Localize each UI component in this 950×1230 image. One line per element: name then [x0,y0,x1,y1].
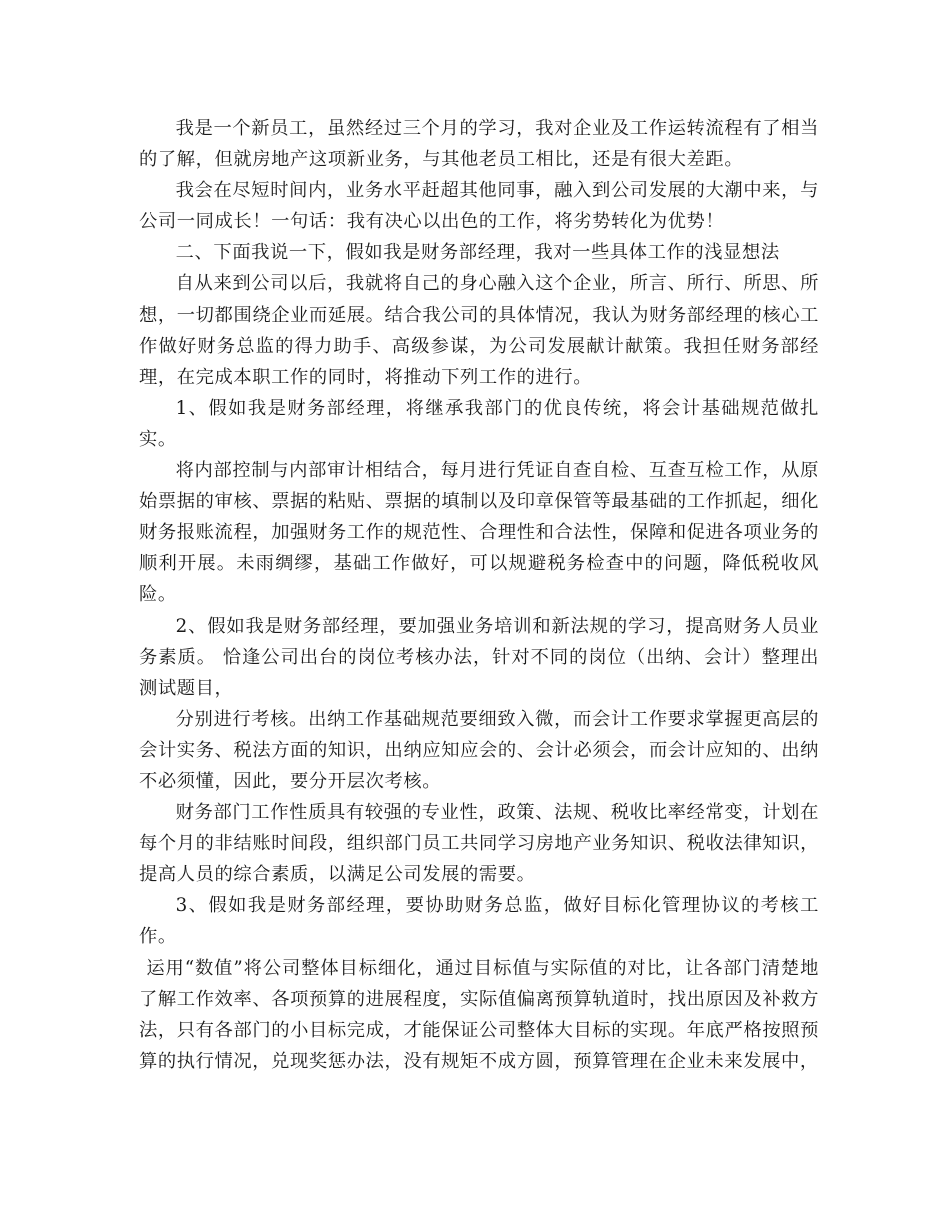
item-1-heading: 1、假如我是财务部经理，将继承我部门的优良传统，将会计基础规范做扎实。 [139,397,819,450]
paragraph-3: 自从来到公司以后，我就将自己的身心融入这个企业，所言、所行、所思、所想，一切都围绕企业而延展。结合我公司的具体情况，我认为财务部经理的核心工作做好财务总监的得力助手、高级参谋，为公司发展献计献策。我担任财务部经理，在完成本职工作的同时，将推动下列工作的进行。 [139,273,819,388]
paragraph-6: 财务部门工作性质具有较强的专业性，政策、法规、税收比率经常变，计划在每个月的非结账时间段，组织部门员工共同学习房地产业务知识、税收法律知识，提高人员的综合素质，以满足公司发展的需要。 [139,802,819,886]
item-2-heading: 2、假如我是财务部经理，要加强业务培训和新法规的学习，提高财务人员业务素质。 恰逢公司出台的岗位考核办法，针对不同的岗位（出纳、会计）整理出测试题目， [139,615,819,699]
paragraph-7: 运用“数值”将公司整体目标细化，通过目标值与实际值的对比，让各部门清楚地了解工作效率、各项预算的进展程度，实际值偏离预算轨道时，找出原因及补救方法，只有各部门的小目标完成，才能保证公司整体大目标的实现。年底严格按照预算的执行情况，兑现奖惩办法，没有规矩不成方圆，预算管理在企业未来发展中， [139,957,819,1072]
paragraph-2: 我会在尽短时间内，业务水平赶超其他同事，融入到公司发展的大潮中来，与公司一同成长！一句话：我有决心以出色的工作，将劣势转化为优势！ [139,180,819,233]
section-heading-2: 二、下面我说一下，假如我是财务部经理，我对一些具体工作的浅显想法 [175,242,780,264]
document-body [139,113,819,1077]
item-3-heading: 3、假如我是财务部经理，要协助财务总监，做好目标化管理协议的考核工作。 [139,895,819,948]
paragraph-1: 我是一个新员工，虽然经过三个月的学习，我对企业及工作运转流程有了相当的了解，但就房地产这项新业务，与其他老员工相比，还是有很大差距。 [139,118,819,171]
paragraph-4: 将内部控制与内部审计相结合，每月进行凭证自查自检、互查互检工作，从原始票据的审核、票据的粘贴、票据的填制以及印章保管等最基础的工作抓起，细化财务报账流程，加强财务工作的规范性、合理性和合法性，保障和促进各项业务的顺利开展。未雨绸缪，基础工作做好，可以规避税务检查中的问题，降低税收风险。 [139,460,819,606]
paragraph-5: 分别进行考核。出纳工作基础规范要细致入微，而会计工作要求掌握更高层的会计实务、税法方面的知识，出纳应知应会的、会计必须会，而会计应知的、出纳不必须懂，因此，要分开层次考核。 [139,708,819,792]
